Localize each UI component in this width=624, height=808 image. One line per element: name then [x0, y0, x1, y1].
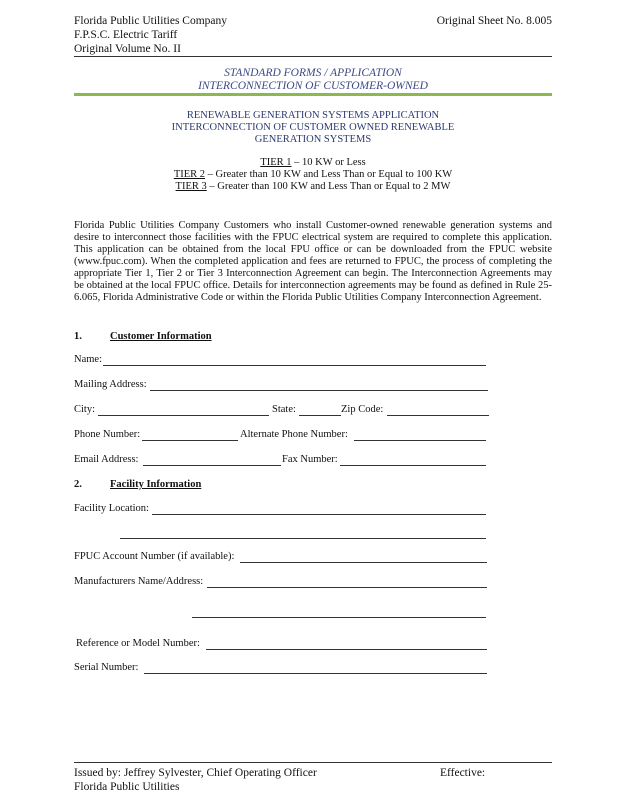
- manufacturer-field-line-2[interactable]: [192, 617, 486, 618]
- phone-label: Phone Number:: [74, 429, 141, 440]
- name-label: Name:: [74, 354, 102, 365]
- account-number-field[interactable]: [240, 562, 487, 563]
- zip-label: Zip Code:: [341, 404, 384, 415]
- header-divider: [74, 56, 552, 57]
- name-row: [74, 354, 552, 367]
- tier-label: TIER 1: [260, 157, 292, 168]
- location-label: Facility Location:: [74, 503, 149, 514]
- section-heading-customer: [74, 331, 212, 342]
- manufacturer-field[interactable]: [207, 587, 487, 588]
- phone-field[interactable]: [142, 440, 238, 441]
- city-label: City:: [74, 404, 96, 415]
- title-line-3: GENERATION SYSTEMS: [254, 134, 372, 145]
- tier-item: [74, 169, 552, 181]
- account-label: FPUC Account Number (if available):: [74, 551, 235, 562]
- email-field[interactable]: [143, 465, 281, 466]
- sheet-number: Original Sheet No. 8.005: [436, 15, 552, 27]
- section-number: 2.: [74, 479, 82, 490]
- state-field[interactable]: [299, 415, 341, 416]
- tier-description: – Greater than 100 KW and Less Than or Equal to 2 MW: [206, 181, 451, 192]
- serial-number-field[interactable]: [144, 673, 487, 674]
- phone-row: [74, 429, 552, 442]
- section-number: 1.: [74, 331, 82, 342]
- footer-divider: [74, 762, 552, 763]
- section-title: Customer Information: [110, 331, 212, 342]
- tier-description: – Greater than 10 KW and Less Than or Equal to 100 KW: [205, 169, 453, 180]
- tier-label: TIER 2: [173, 169, 206, 180]
- tier-item: [74, 157, 552, 169]
- model-row: [74, 638, 552, 651]
- footer-company: Florida Public Utilities: [74, 781, 180, 793]
- mailing-row: [74, 379, 552, 392]
- city-row: [74, 404, 552, 417]
- manufacturer-label: Manufacturers Name/Address:: [74, 576, 204, 587]
- page-header: [74, 14, 552, 56]
- state-label: State:: [272, 404, 296, 415]
- tariff-name: F.P.S.C. Electric Tariff: [74, 29, 178, 41]
- zip-field[interactable]: [387, 415, 489, 416]
- facility-location-field-line-2[interactable]: [120, 538, 486, 539]
- title-line-2: INTERCONNECTION OF CUSTOMER OWNED RENEWABLE: [171, 122, 455, 133]
- green-divider: [74, 93, 552, 96]
- section-heading-facility: [74, 479, 201, 490]
- mailing-label: Mailing Address:: [74, 379, 147, 390]
- section-title: Facility Information: [110, 479, 202, 490]
- alt-phone-label: Alternate Phone Number:: [240, 429, 348, 440]
- effective-label: Effective:: [440, 767, 486, 779]
- model-label: Reference or Model Number:: [76, 638, 200, 649]
- city-field[interactable]: [98, 415, 269, 416]
- mailing-address-field[interactable]: [150, 390, 488, 391]
- serial-row: [74, 662, 552, 675]
- tier-label: TIER 3: [175, 181, 207, 192]
- name-field[interactable]: [103, 365, 486, 366]
- manufacturer-row: [74, 576, 552, 589]
- title-line-1: RENEWABLE GENERATION SYSTEMS APPLICATION: [186, 110, 440, 121]
- company-name: Florida Public Utilities Company: [74, 15, 228, 27]
- issued-by: Issued by: Jeffrey Sylvester, Chief Operating Officer: [74, 767, 317, 779]
- account-row: [74, 551, 552, 564]
- alt-phone-field[interactable]: [354, 440, 486, 441]
- band-line-1: STANDARD FORMS / APPLICATION: [224, 67, 402, 79]
- serial-label: Serial Number:: [74, 662, 139, 673]
- intro-paragraph: Florida Public Utilities Company Customers who install Customer-owned renewable generation systems and desire to interconnect those facilities with the FPUC electrical system are required to complete this application. This application can be obtained from the local FPU office or can be downloaded from the FPUC website (www.fpuc.com). When the completed application and fees are returned to FPUC, the process of completing the appropriate Tier 1, Tier 2 or Tier 3 Interconnection Agreement can begin. The Interconnection Agreements may be obtained at the local FPUC office. Details for interconnection agreements may be found as defined in Rule 25-6.065, Florida Administrative Code or within the Florida Public Utilities Company Interconnection Agreement.: [74, 220, 552, 303]
- email-row: [74, 454, 552, 467]
- page-footer: [74, 766, 552, 794]
- application-title: [74, 110, 552, 146]
- tier-description: – 10 KW or Less: [291, 157, 366, 168]
- band-line-2: INTERCONNECTION OF CUSTOMER-OWNED: [198, 80, 428, 92]
- email-label: Email Address:: [74, 454, 139, 465]
- tier-item: [74, 181, 552, 193]
- form-category-band: [74, 67, 552, 93]
- fax-field[interactable]: [340, 465, 486, 466]
- facility-location-field[interactable]: [152, 514, 486, 515]
- fax-label: Fax Number:: [282, 454, 338, 465]
- volume-name: Original Volume No. II: [74, 43, 181, 55]
- tier-list: [74, 157, 552, 193]
- model-number-field[interactable]: [206, 649, 487, 650]
- location-row: [74, 503, 552, 516]
